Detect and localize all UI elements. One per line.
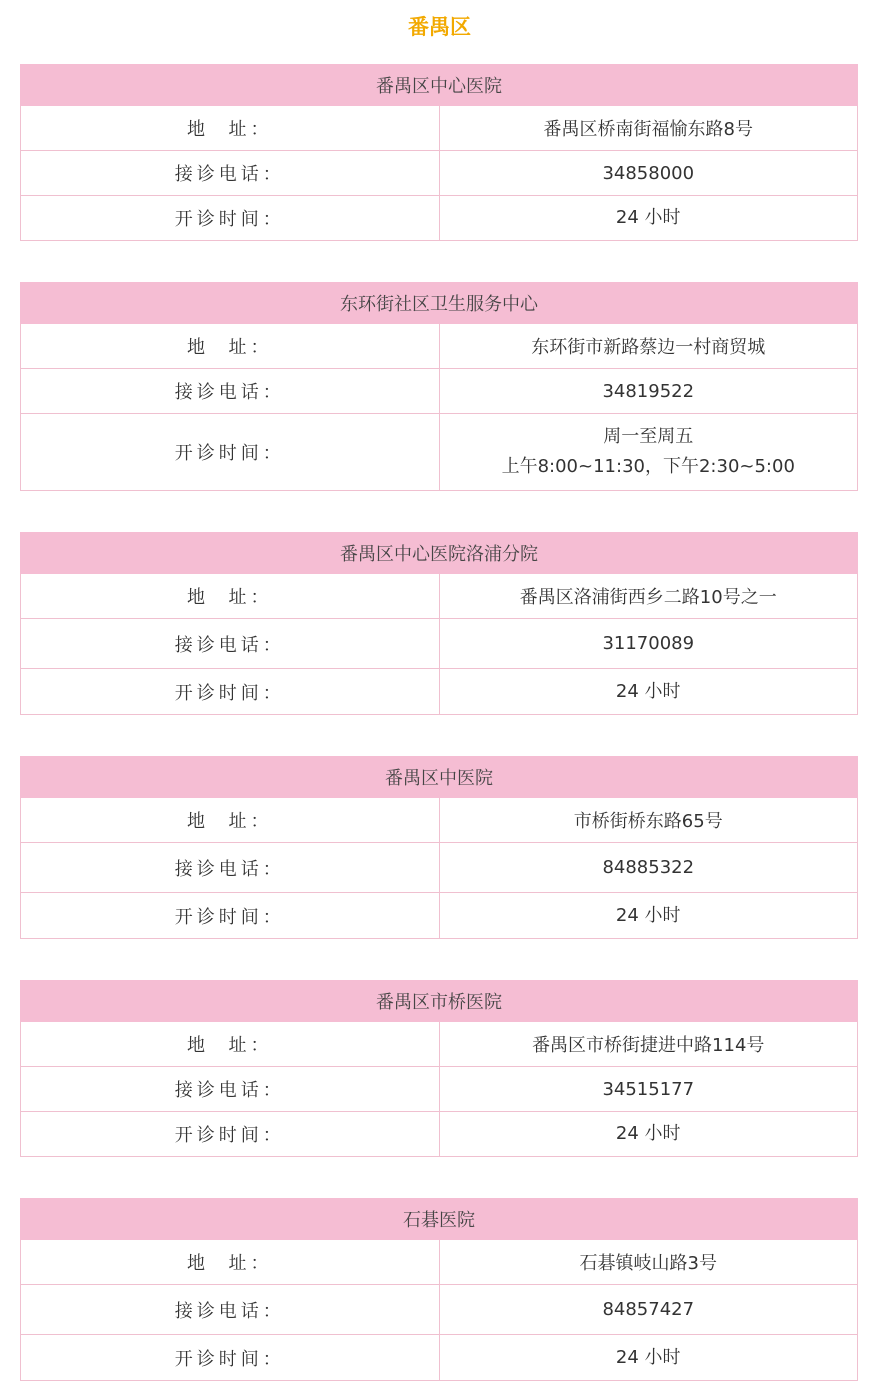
hours-line: 24 小时 <box>615 680 681 702</box>
hours-label: 开诊时间： <box>21 893 440 939</box>
phone-value[interactable]: 31170089 <box>439 619 858 669</box>
hospital-card <box>20 756 858 939</box>
address-value: 市桥街桥东路65号 <box>439 798 858 843</box>
hospital-name-row <box>21 981 858 1022</box>
address-row <box>21 1240 858 1285</box>
phone-label: 接诊电话： <box>21 843 440 893</box>
hours-value <box>439 1112 858 1157</box>
address-row <box>21 798 858 843</box>
phone-value[interactable]: 34819522 <box>439 369 858 414</box>
phone-row <box>21 151 858 196</box>
phone-row <box>21 1067 858 1112</box>
phone-value[interactable]: 34515177 <box>439 1067 858 1112</box>
hospital-name-row <box>21 757 858 798</box>
phone-value[interactable]: 84857427 <box>439 1285 858 1335</box>
address-value: 番禺区洛浦街西乡二路10号之一 <box>439 574 858 619</box>
hospital-name: 番禺区中心医院洛浦分院 <box>21 533 858 574</box>
hours-value <box>439 196 858 241</box>
hours-label: 开诊时间： <box>21 414 440 491</box>
hours-line: 24 小时 <box>615 1346 681 1368</box>
hospital-card <box>20 980 858 1157</box>
address-label: 地 址： <box>21 1240 440 1285</box>
phone-value[interactable]: 34858000 <box>439 151 858 196</box>
hours-line: 上午8:00~11:30，下午2:30~5:00 <box>501 456 795 477</box>
hours-line: 24 小时 <box>615 207 681 228</box>
hospital-name-row <box>21 283 858 324</box>
phone-label: 接诊电话： <box>21 619 440 669</box>
address-label: 地 址： <box>21 798 440 843</box>
address-value: 番禺区桥南街福愉东路8号 <box>439 106 858 151</box>
hours-line: 周一至周五 <box>603 426 694 447</box>
hospital-name-row <box>21 1199 858 1240</box>
hours-label: 开诊时间： <box>21 1335 440 1381</box>
phone-label: 接诊电话： <box>21 1067 440 1112</box>
hours-line: 24 小时 <box>615 1123 681 1144</box>
hospital-name: 石碁医院 <box>21 1199 858 1240</box>
address-row <box>21 324 858 369</box>
hours-line: 24 小时 <box>615 904 681 926</box>
page-title: 番禺区 <box>408 15 471 39</box>
phone-label: 接诊电话： <box>21 1285 440 1335</box>
hours-label: 开诊时间： <box>21 196 440 241</box>
phone-row <box>21 619 858 669</box>
address-label: 地 址： <box>21 1022 440 1067</box>
hours-row <box>21 1335 858 1381</box>
hospital-name: 番禺区市桥医院 <box>21 981 858 1022</box>
hospital-name-row <box>21 65 858 106</box>
hours-row <box>21 1112 858 1157</box>
address-value: 石碁镇岐山路3号 <box>439 1240 858 1285</box>
hospital-card <box>20 282 858 491</box>
hours-value <box>439 893 858 939</box>
hours-row <box>21 669 858 715</box>
address-label: 地 址： <box>21 106 440 151</box>
phone-value[interactable]: 84885322 <box>439 843 858 893</box>
hospital-card <box>20 532 858 715</box>
hospital-card <box>20 1198 858 1381</box>
hospital-card <box>20 64 858 241</box>
address-value: 番禺区市桥街捷进中路114号 <box>439 1022 858 1067</box>
hours-value <box>439 414 858 491</box>
address-row <box>21 106 858 151</box>
hospital-name: 番禺区中医院 <box>21 757 858 798</box>
hours-label: 开诊时间： <box>21 669 440 715</box>
hospital-name: 番禺区中心医院 <box>21 65 858 106</box>
hours-label: 开诊时间： <box>21 1112 440 1157</box>
hours-value <box>439 669 858 715</box>
hospital-name-row <box>21 533 858 574</box>
phone-row <box>21 369 858 414</box>
address-row <box>21 1022 858 1067</box>
hospital-name: 东环街社区卫生服务中心 <box>21 283 858 324</box>
hours-row <box>21 893 858 939</box>
phone-label: 接诊电话： <box>21 151 440 196</box>
phone-row <box>21 1285 858 1335</box>
hours-value <box>439 1335 858 1381</box>
address-value: 东环街市新路蔡边一村商贸城 <box>439 324 858 369</box>
phone-label: 接诊电话： <box>21 369 440 414</box>
address-label: 地 址： <box>21 574 440 619</box>
address-row <box>21 574 858 619</box>
phone-row <box>21 843 858 893</box>
address-label: 地 址： <box>21 324 440 369</box>
hours-row <box>21 414 858 491</box>
hours-row <box>21 196 858 241</box>
